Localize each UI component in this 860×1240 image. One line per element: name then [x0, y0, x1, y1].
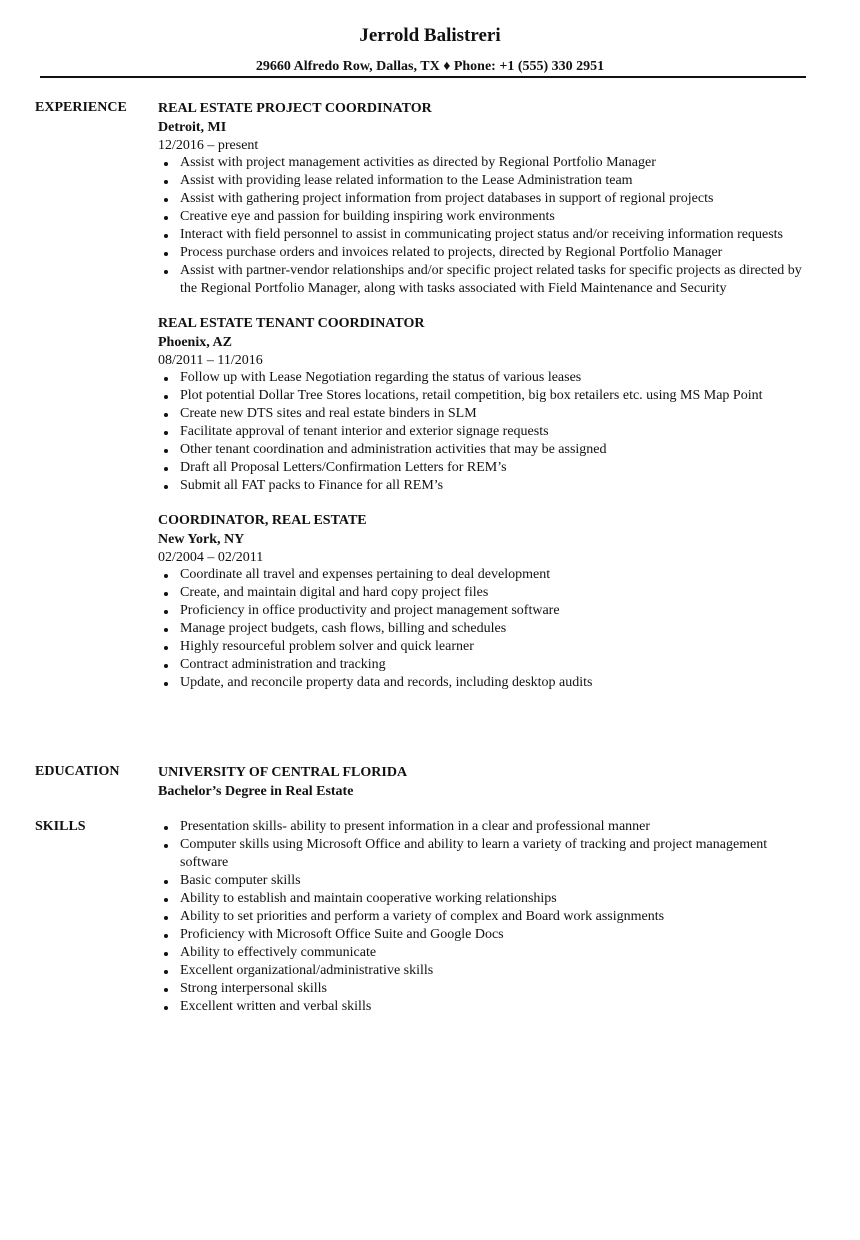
school-name: UNIVERSITY OF CENTRAL FLORIDA: [158, 765, 408, 780]
candidate-name: Jerrold Balistreri: [359, 25, 501, 46]
bullet-item: Assist with providing lease related information to the Lease Administration team: [158, 172, 808, 190]
bullet-item: Proficiency in office productivity and project management software: [158, 602, 808, 620]
education-body: [158, 763, 808, 801]
bullet-item: Create, and maintain digital and hard copy project files: [158, 584, 808, 602]
section-label-experience: EXPERIENCE: [35, 100, 127, 115]
job-bullets: [158, 369, 808, 495]
job-entry: [158, 511, 808, 692]
bullet-item: Coordinate all travel and expenses pertaining to deal development: [158, 566, 808, 584]
skill-item: Proficiency with Microsoft Office Suite and Google Docs: [158, 926, 808, 944]
skill-item: Ability to effectively communicate: [158, 944, 808, 962]
bullet-item: Facilitate approval of tenant interior and exterior signage requests: [158, 423, 808, 441]
skill-item: Presentation skills- ability to present information in a clear and professional manner: [158, 818, 808, 836]
section-label-education: EDUCATION: [35, 764, 120, 779]
job-dates: 08/2011 – 11/2016: [158, 353, 263, 368]
job-title: COORDINATOR, REAL ESTATE: [158, 513, 367, 528]
bullet-item: Highly resourceful problem solver and quick learner: [158, 638, 808, 656]
bullet-item: Follow up with Lease Negotiation regarding the status of various leases: [158, 369, 808, 387]
bullet-item: Creative eye and passion for building inspiring work environments: [158, 208, 808, 226]
skill-item: Excellent organizational/administrative skills: [158, 962, 808, 980]
job-location: New York, NY: [158, 532, 245, 547]
job-entry: [158, 99, 808, 298]
skill-item: Ability to set priorities and perform a variety of complex and Board work assignments: [158, 908, 808, 926]
job-entry: [158, 314, 808, 495]
job-location: Phoenix, AZ: [158, 335, 232, 350]
job-bullets: [158, 566, 808, 692]
section-label-skills: SKILLS: [35, 819, 86, 834]
experience-body: [158, 99, 808, 708]
bullet-item: Plot potential Dollar Tree Stores locations, retail competition, big box retailers etc. using MS Map Point: [158, 387, 808, 405]
skill-item: Computer skills using Microsoft Office and ability to learn a variety of tracking and project management software: [158, 836, 808, 872]
bullet-item: Submit all FAT packs to Finance for all REM’s: [158, 477, 808, 495]
skill-item: Ability to establish and maintain cooperative working relationships: [158, 890, 808, 908]
job-location: Detroit, MI: [158, 120, 227, 135]
skill-item: Excellent written and verbal skills: [158, 998, 808, 1016]
resume-header: [0, 24, 860, 76]
skills-body: [158, 818, 808, 1016]
job-bullets: [158, 154, 808, 298]
bullet-item: Manage project budgets, cash flows, billing and schedules: [158, 620, 808, 638]
header-divider: [40, 76, 806, 78]
bullet-item: Assist with gathering project information from project databases in support of regional projects: [158, 190, 808, 208]
bullet-item: Other tenant coordination and administration activities that may be assigned: [158, 441, 808, 459]
bullet-item: Update, and reconcile property data and records, including desktop audits: [158, 674, 808, 692]
skill-item: Strong interpersonal skills: [158, 980, 808, 998]
skills-list: [158, 818, 808, 1016]
bullet-item: Draft all Proposal Letters/Confirmation Letters for REM’s: [158, 459, 808, 477]
bullet-item: Assist with project management activities as directed by Regional Portfolio Manager: [158, 154, 808, 172]
job-dates: 02/2004 – 02/2011: [158, 550, 264, 565]
contact-line: 29660 Alfredo Row, Dallas, TX ♦ Phone: +1 (555) 330 2951: [255, 59, 605, 74]
bullet-item: Create new DTS sites and real estate binders in SLM: [158, 405, 808, 423]
bullet-item: Process purchase orders and invoices related to projects, directed by Regional Portfolio Manager: [158, 244, 808, 262]
bullet-item: Assist with partner-vendor relationships and/or specific project related tasks for specific projects as directed by the Regional Portfolio Manager, along with tasks associated with Field Maintenance and Security: [158, 262, 808, 298]
job-dates: 12/2016 – present: [158, 138, 259, 153]
skill-item: Basic computer skills: [158, 872, 808, 890]
job-title: REAL ESTATE PROJECT COORDINATOR: [158, 101, 432, 116]
bullet-item: Contract administration and tracking: [158, 656, 808, 674]
degree: Bachelor’s Degree in Real Estate: [158, 784, 354, 799]
job-title: REAL ESTATE TENANT COORDINATOR: [158, 316, 425, 331]
bullet-item: Interact with field personnel to assist in communicating project status and/or receiving information requests: [158, 226, 808, 244]
